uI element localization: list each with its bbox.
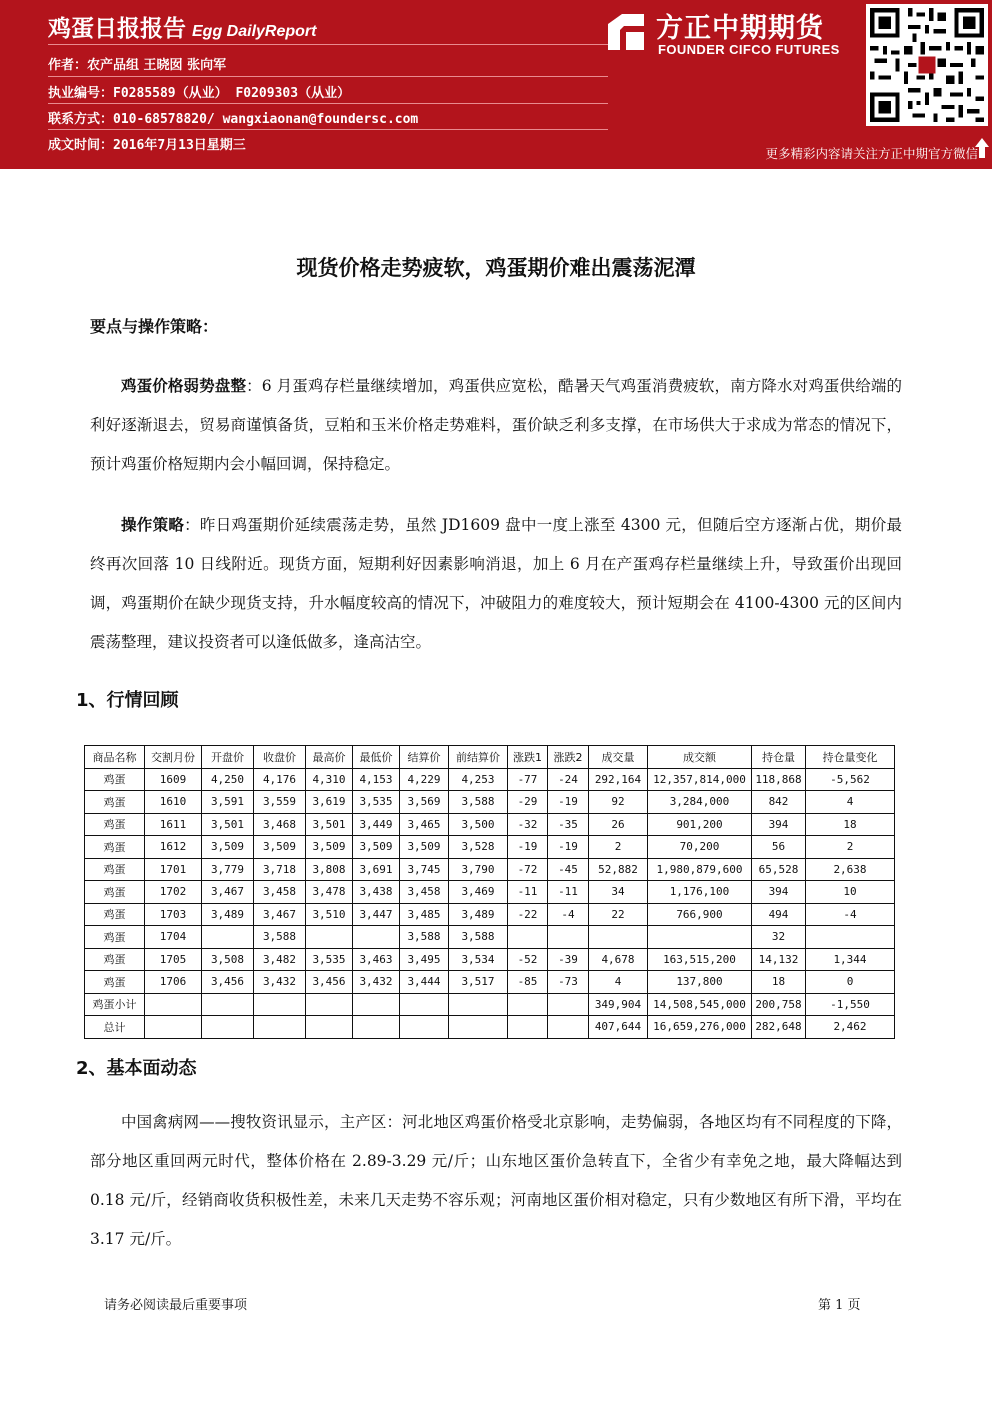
table-cell: 56 (752, 836, 806, 859)
meta-license: 执业编号：F0285589（从业） F0209303（从业） (48, 86, 351, 101)
table-cell: 394 (752, 881, 806, 904)
table-cell: 65,528 (752, 858, 806, 881)
table-row (85, 813, 895, 836)
table-cell: 3,485 (400, 903, 449, 926)
table-cell: 1,344 (806, 948, 895, 971)
column-header: 收盘价 (254, 746, 306, 769)
table-cell: 3,588 (449, 926, 508, 949)
table-cell: -29 (508, 791, 548, 814)
table-cell (145, 1016, 202, 1039)
arrow-up-icon (974, 136, 990, 160)
header-rule (48, 76, 608, 77)
table-cell: 3,458 (400, 881, 449, 904)
table-cell: -5,562 (806, 768, 895, 791)
table-cell: 3,469 (449, 881, 508, 904)
table-cell: 鸡蛋 (85, 836, 145, 859)
column-header: 成交量 (589, 746, 648, 769)
table-cell: 92 (589, 791, 648, 814)
column-header: 开盘价 (202, 746, 254, 769)
table-cell (648, 926, 752, 949)
table-cell: 1610 (145, 791, 202, 814)
table-cell (508, 926, 548, 949)
table-cell (306, 993, 353, 1016)
table-row (85, 1016, 895, 1039)
report-title-cn: 鸡蛋日报报告 (48, 16, 186, 42)
table-cell: -35 (548, 813, 589, 836)
qr-code-icon (866, 4, 988, 126)
table-cell: -45 (548, 858, 589, 881)
table-cell: 70,200 (648, 836, 752, 859)
founder-logo-icon (604, 10, 648, 54)
paragraph-body: ：昨日鸡蛋期价延续震荡走势，虽然 JD1609 盘中一度上涨至 4300 元，但随后空方逐渐占优，期价最终再次回落 10 日线附近。现货方面，短期利好因素影响消退，加上 6 月在产蛋鸡存栏量继续上升，导致蛋价出现回调，鸡蛋期价在缺少现货支持，升水幅度较高的情况下，冲破阻力的难度较大，预计短期会在 4100-4300 元的区间内震荡整理，建议投资者可以逢低做多，逢高沽空。 (90, 516, 902, 651)
table-cell: 3,591 (202, 791, 254, 814)
table-cell: 3,508 (202, 948, 254, 971)
table-cell (449, 1016, 508, 1039)
table-cell: 3,718 (254, 858, 306, 881)
table-cell: -11 (548, 881, 589, 904)
meta-author: 作者：农产品组 王晓囡 张向军 (48, 58, 227, 73)
table-cell: 1,980,879,600 (648, 858, 752, 881)
table-cell: 349,904 (589, 993, 648, 1016)
table-row (85, 858, 895, 881)
table-cell: 3,509 (400, 836, 449, 859)
table-cell: 3,495 (400, 948, 449, 971)
table-cell: 3,468 (254, 813, 306, 836)
table-cell: -4 (548, 903, 589, 926)
table-cell: 14,508,545,000 (648, 993, 752, 1016)
table-cell: 4,229 (400, 768, 449, 791)
table-cell (548, 993, 589, 1016)
table-cell: 3,808 (306, 858, 353, 881)
table-cell: 3,534 (449, 948, 508, 971)
table-cell: 鸡蛋 (85, 971, 145, 994)
table-cell (353, 1016, 400, 1039)
table-cell: 3,482 (254, 948, 306, 971)
meta-date: 成文时间：2016年7月13日星期三 (48, 138, 246, 153)
table-cell: -4 (806, 903, 895, 926)
table-cell: 292,164 (589, 768, 648, 791)
header-bottom-border (0, 165, 992, 169)
column-header: 最低价 (353, 746, 400, 769)
table-cell: -22 (508, 903, 548, 926)
market-table (84, 745, 895, 1039)
column-header: 涨跌1 (508, 746, 548, 769)
table-cell: -52 (508, 948, 548, 971)
table-cell (145, 993, 202, 1016)
column-header: 最高价 (306, 746, 353, 769)
table-cell: 12,357,814,000 (648, 768, 752, 791)
table-row (85, 971, 895, 994)
meta-contact: 联系方式：010-68578820/ wangxiaonan@foundersc.com (48, 112, 419, 127)
table-cell: 2,462 (806, 1016, 895, 1039)
table-cell: 鸡蛋 (85, 881, 145, 904)
table-cell: 4,176 (254, 768, 306, 791)
table-cell: 鸡蛋 (85, 768, 145, 791)
table-cell: 52,882 (589, 858, 648, 881)
table-cell: 鸡蛋 (85, 813, 145, 836)
table-cell: 鸡蛋小计 (85, 993, 145, 1016)
table-cell (508, 1016, 548, 1039)
table-cell (589, 926, 648, 949)
table-cell (806, 926, 895, 949)
table-row (85, 881, 895, 904)
paragraph-price-outlook (90, 367, 902, 484)
table-cell: 3,456 (306, 971, 353, 994)
table-cell: 3,467 (254, 903, 306, 926)
column-header: 持仓量变化 (806, 746, 895, 769)
table-cell: 18 (806, 813, 895, 836)
table-cell: 4,153 (353, 768, 400, 791)
table-cell: 766,900 (648, 903, 752, 926)
section-heading-market-review: 1、行情回顾 (76, 690, 179, 711)
table-header-row (85, 746, 895, 769)
table-cell: 3,619 (306, 791, 353, 814)
table-cell: 3,463 (353, 948, 400, 971)
table-cell: 3,465 (400, 813, 449, 836)
table-cell: 16,659,276,000 (648, 1016, 752, 1039)
table-cell: 2,638 (806, 858, 895, 881)
table-cell: 1706 (145, 971, 202, 994)
table-cell (400, 993, 449, 1016)
table-cell (353, 993, 400, 1016)
table-cell: 总计 (85, 1016, 145, 1039)
table-cell: -19 (548, 836, 589, 859)
table-cell: 3,535 (353, 791, 400, 814)
table-cell: 3,438 (353, 881, 400, 904)
table-cell: 407,644 (589, 1016, 648, 1039)
table-cell: 鸡蛋 (85, 791, 145, 814)
table-cell: 18 (752, 971, 806, 994)
table-cell: 118,868 (752, 768, 806, 791)
table-cell (202, 993, 254, 1016)
table-cell: 1611 (145, 813, 202, 836)
table-cell: -77 (508, 768, 548, 791)
report-title-en: Egg DailyReport (192, 23, 317, 40)
table-cell: 10 (806, 881, 895, 904)
table-cell (306, 1016, 353, 1039)
table-cell: 4 (589, 971, 648, 994)
paragraph-strategy (90, 506, 902, 662)
table-cell: 0 (806, 971, 895, 994)
table-body (85, 768, 895, 1038)
wechat-follow-note: 更多精彩内容请关注方正中期官方微信 (765, 146, 978, 161)
brand-name-cn: 方正中期期货 (656, 13, 824, 44)
table-cell: 3,467 (202, 881, 254, 904)
section-heading-fundamentals: 2、基本面动态 (76, 1058, 197, 1079)
table-cell: 14,132 (752, 948, 806, 971)
table-cell: 3,432 (353, 971, 400, 994)
table-cell: 1612 (145, 836, 202, 859)
brand-logo (604, 6, 862, 62)
paragraph-lead: 鸡蛋价格弱势盘整 (121, 377, 247, 395)
table-cell: -73 (548, 971, 589, 994)
column-header: 前结算价 (449, 746, 508, 769)
table-cell: 3,588 (449, 791, 508, 814)
table-cell: 3,510 (306, 903, 353, 926)
table-cell: 3,501 (306, 813, 353, 836)
table-row (85, 993, 895, 1016)
table-cell: -1,550 (806, 993, 895, 1016)
table-cell: 1703 (145, 903, 202, 926)
column-header: 成交额 (648, 746, 752, 769)
table-cell: 901,200 (648, 813, 752, 836)
table-cell: 3,691 (353, 858, 400, 881)
column-header: 结算价 (400, 746, 449, 769)
table-row (85, 768, 895, 791)
table-cell: 1702 (145, 881, 202, 904)
table-cell (202, 1016, 254, 1039)
table-row (85, 903, 895, 926)
table-cell: 4,250 (202, 768, 254, 791)
table-cell: 1,176,100 (648, 881, 752, 904)
table-cell: 3,790 (449, 858, 508, 881)
table-cell: 鸡蛋 (85, 903, 145, 926)
column-header: 交割月份 (145, 746, 202, 769)
table-cell: 4,310 (306, 768, 353, 791)
table-cell: -19 (508, 836, 548, 859)
table-cell: 200,758 (752, 993, 806, 1016)
table-cell (400, 1016, 449, 1039)
column-header: 持仓量 (752, 746, 806, 769)
table-row (85, 791, 895, 814)
table-cell: 3,779 (202, 858, 254, 881)
paragraph-lead: 操作策略 (121, 516, 185, 534)
table-cell: -72 (508, 858, 548, 881)
table-cell: 3,509 (202, 836, 254, 859)
table-cell: 137,800 (648, 971, 752, 994)
table-cell: 鸡蛋 (85, 858, 145, 881)
table-cell: -11 (508, 881, 548, 904)
table-cell: 3,528 (449, 836, 508, 859)
table-row (85, 926, 895, 949)
header-rule (48, 103, 608, 104)
table-cell: 1704 (145, 926, 202, 949)
table-cell (306, 926, 353, 949)
table-cell (254, 1016, 306, 1039)
column-header: 商品名称 (85, 746, 145, 769)
table-cell: 鸡蛋 (85, 926, 145, 949)
document-title: 现货价格走势疲软，鸡蛋期价难出震荡泥潭 (296, 256, 696, 280)
table-cell (202, 926, 254, 949)
table-cell: 3,509 (353, 836, 400, 859)
table-cell: 3,509 (254, 836, 306, 859)
table-cell: 3,745 (400, 858, 449, 881)
table-cell: 32 (752, 926, 806, 949)
table-cell: 4 (806, 791, 895, 814)
table-cell: 3,447 (353, 903, 400, 926)
table-cell (449, 993, 508, 1016)
table-cell: 1609 (145, 768, 202, 791)
table-cell: 1701 (145, 858, 202, 881)
table-cell: 鸡蛋 (85, 948, 145, 971)
table-cell (508, 993, 548, 1016)
table-cell: 2 (806, 836, 895, 859)
table-cell (548, 1016, 589, 1039)
key-points-heading: 要点与操作策略： (90, 317, 219, 336)
table-cell: -19 (548, 791, 589, 814)
table-cell: 3,449 (353, 813, 400, 836)
table-cell: 3,569 (400, 791, 449, 814)
table-cell: 3,501 (202, 813, 254, 836)
table-cell (548, 926, 589, 949)
table-cell: 3,509 (306, 836, 353, 859)
page-number: 第 1 页 (818, 1298, 861, 1313)
table-cell: 3,284,000 (648, 791, 752, 814)
report-title-block (48, 10, 316, 43)
table-cell (254, 993, 306, 1016)
report-header (0, 0, 992, 165)
table-row (85, 948, 895, 971)
table-row (85, 836, 895, 859)
table-cell: 26 (589, 813, 648, 836)
table-cell: 4,678 (589, 948, 648, 971)
table-cell: 34 (589, 881, 648, 904)
table-cell: 842 (752, 791, 806, 814)
brand-name-en: FOUNDER CIFCO FUTURES (658, 42, 840, 57)
table-cell: 3,489 (449, 903, 508, 926)
table-cell: 3,489 (202, 903, 254, 926)
header-rule (48, 44, 608, 45)
table-cell: -32 (508, 813, 548, 836)
table-cell: -85 (508, 971, 548, 994)
table-cell: 1705 (145, 948, 202, 971)
table-cell: 3,458 (254, 881, 306, 904)
table-cell: -39 (548, 948, 589, 971)
header-rule (48, 129, 608, 130)
table-cell: 282,648 (752, 1016, 806, 1039)
table-cell: 3,588 (400, 926, 449, 949)
footer-notice: 请务必阅读最后重要事项 (104, 1298, 248, 1313)
table-cell: 3,559 (254, 791, 306, 814)
table-cell: 394 (752, 813, 806, 836)
table-cell: 3,588 (254, 926, 306, 949)
table-cell: 4,253 (449, 768, 508, 791)
table-cell (353, 926, 400, 949)
table-cell: 22 (589, 903, 648, 926)
table-cell: 3,517 (449, 971, 508, 994)
table-cell: 2 (589, 836, 648, 859)
table-cell: 3,535 (306, 948, 353, 971)
table-cell: 3,500 (449, 813, 508, 836)
table-cell: 3,444 (400, 971, 449, 994)
table-cell: -24 (548, 768, 589, 791)
paragraph-fundamentals: 中国禽病网——搜牧资讯显示，主产区：河北地区鸡蛋价格受北京影响，走势偏弱，各地区均有不同程度的下降，部分地区重回两元时代，整体价格在 2.89-3.29 元/斤；山东地区蛋价急转直下，全省少有幸免之地，最大降幅达到 0.18 元/斤，经销商收货积极性差，未来几天走势不容乐观；河南地区蛋价相对稳定，只有少数地区有所下滑，平均在 3.17 元/斤。 (90, 1113, 902, 1248)
table-cell: 494 (752, 903, 806, 926)
column-header: 涨跌2 (548, 746, 589, 769)
table-cell: 3,456 (202, 971, 254, 994)
table-cell: 3,478 (306, 881, 353, 904)
table-cell: 163,515,200 (648, 948, 752, 971)
paragraph-body: ：6 月蛋鸡存栏量继续增加，鸡蛋供应宽松，酷暑天气鸡蛋消费疲软，南方降水对鸡蛋供给端的利好逐渐退去，贸易商谨慎备货，豆粕和玉米价格走势难料，蛋价缺乏利多支撑，在市场供大于求成为常态的情况下，预计鸡蛋价格短期内会小幅回调，保持稳定。 (90, 377, 902, 473)
table-cell: 3,432 (254, 971, 306, 994)
